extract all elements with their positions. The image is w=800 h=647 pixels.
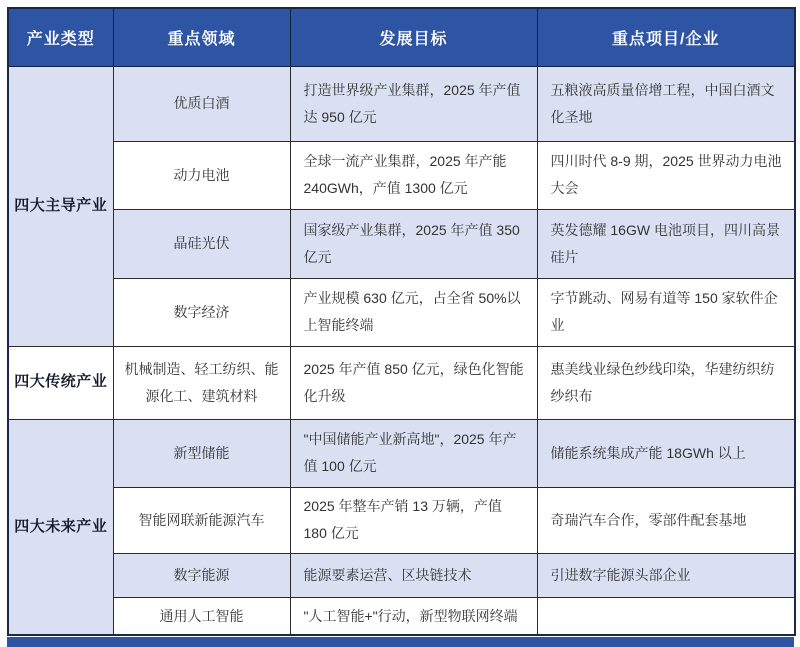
field-cell: 数字经济 xyxy=(113,278,290,346)
table-row xyxy=(8,553,795,597)
goal-cell: 产业规模 630 亿元，占全省 50%以上智能终端 xyxy=(290,278,537,346)
table-row xyxy=(8,66,795,141)
projects-cell: 储能系统集成产能 18GWh 以上 xyxy=(537,419,795,487)
header-row xyxy=(8,8,795,66)
goal-cell: 2025 年产值 850 亿元，绿色化智能化升级 xyxy=(290,346,537,419)
field-cell: 数字能源 xyxy=(113,553,290,597)
table-header xyxy=(8,8,795,66)
industry-type-cell: 四大主导产业 xyxy=(8,66,113,346)
table-row xyxy=(8,597,795,635)
table-row xyxy=(8,209,795,278)
projects-cell: 字节跳动、网易有道等 150 家软件企业 xyxy=(537,278,795,346)
field-cell: 晶硅光伏 xyxy=(113,209,290,278)
projects-cell: 英发德耀 16GW 电池项目，四川高景硅片 xyxy=(537,209,795,278)
industry-type-cell: 四大传统产业 xyxy=(8,346,113,419)
field-cell: 通用人工智能 xyxy=(113,597,290,635)
goal-cell: 打造世界级产业集群，2025 年产值达 950 亿元 xyxy=(290,66,537,141)
field-cell: 新型储能 xyxy=(113,419,290,487)
industry-plan-table xyxy=(7,7,796,636)
projects-cell xyxy=(537,597,795,635)
table-row xyxy=(8,141,795,209)
goal-cell: "中国储能产业新高地"，2025 年产值 100 亿元 xyxy=(290,419,537,487)
table-bottom-bar xyxy=(7,637,794,647)
table-row xyxy=(8,346,795,419)
table-row xyxy=(8,487,795,553)
projects-cell: 引进数字能源头部企业 xyxy=(537,553,795,597)
projects-cell: 奇瑞汽车合作，零部件配套基地 xyxy=(537,487,795,553)
table-body xyxy=(8,66,795,635)
table-row xyxy=(8,419,795,487)
header-industry-type: 产业类型 xyxy=(8,8,113,66)
header-key-projects: 重点项目/企业 xyxy=(537,8,795,66)
goal-cell: 全球一流产业集群，2025 年产能 240GWh，产值 1300 亿元 xyxy=(290,141,537,209)
table-row xyxy=(8,278,795,346)
projects-cell: 五粮液高质量倍增工程，中国白酒文化圣地 xyxy=(537,66,795,141)
projects-cell: 惠美线业绿色纱线印染，华建纺织纺纱织布 xyxy=(537,346,795,419)
goal-cell: 国家级产业集群，2025 年产值 350 亿元 xyxy=(290,209,537,278)
header-key-field: 重点领域 xyxy=(113,8,290,66)
goal-cell: 2025 年整车产销 13 万辆，产值 180 亿元 xyxy=(290,487,537,553)
projects-cell: 四川时代 8-9 期，2025 世界动力电池大会 xyxy=(537,141,795,209)
field-cell: 优质白酒 xyxy=(113,66,290,141)
field-cell: 机械制造、轻工纺织、能源化工、建筑材料 xyxy=(113,346,290,419)
field-cell: 智能网联新能源汽车 xyxy=(113,487,290,553)
industry-type-cell: 四大未来产业 xyxy=(8,419,113,635)
field-cell: 动力电池 xyxy=(113,141,290,209)
goal-cell: "人工智能+"行动，新型物联网终端 xyxy=(290,597,537,635)
goal-cell: 能源要素运营、区块链技术 xyxy=(290,553,537,597)
header-development-goal: 发展目标 xyxy=(290,8,537,66)
